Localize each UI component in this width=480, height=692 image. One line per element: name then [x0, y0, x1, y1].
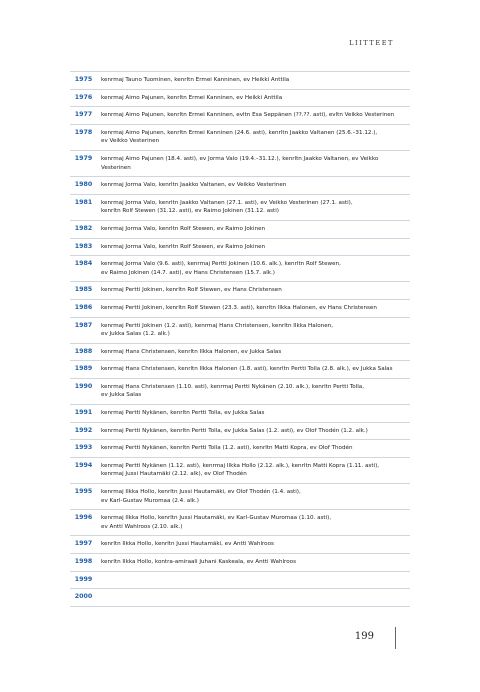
entry-line: ev Veikko Vesterinen	[101, 138, 160, 145]
row-year: 1998	[74, 558, 93, 565]
row-entry	[97, 365, 410, 374]
table-row	[70, 458, 410, 484]
row-year: 1975	[74, 76, 93, 83]
entry-line: kenrmaj Pertti Nykänen (1.12. asti), kenrmaj Ilkka Hollo (2.12. alk.), kenrltn Matti Kopra (1.11. asti),	[101, 462, 380, 469]
row-year: 1979	[74, 154, 93, 162]
table-row	[70, 300, 410, 318]
row-year: 1996	[74, 514, 93, 522]
table-row	[70, 125, 410, 151]
entry-line: kenrmaj Pertti Jokinen, kenrltn Rolf Stewen (23.3. asti), kenrltn Ilkka Halonen, ev Hans Christensen	[101, 304, 377, 311]
row-year: 1994	[74, 461, 93, 469]
entry-line: kenrltn Ilkka Hollo, kontra-amiraali Juhani Kaskeala, ev Antti Wahlroos	[101, 559, 296, 565]
row-year: 1993	[74, 444, 93, 452]
entry-line: kenrmaj Hans Christensen, kenrltn Ilkka Halonen, ev Jukka Salas	[101, 348, 282, 355]
entry-line: kenrmaj Jorma Valo (9.6. asti), kenrmaj Pertti Jokinen (10.6. alk.), kenrltn Rolf Stewen,	[101, 261, 341, 268]
running-header: LIITTEET	[349, 39, 394, 47]
row-entry	[97, 260, 410, 277]
table-row	[70, 282, 410, 300]
entry-line: kenrltn Ilkka Hollo, kenrltn Jussi Hautamäki, ev Antti Wahlroos	[101, 541, 274, 548]
entry-line: kenrmaj Aimo Pajunen, kenrltn Ermei Kanninen, ev Heikki Anttila	[101, 94, 283, 101]
row-entry	[97, 558, 410, 567]
entry-line: kenrmaj Pertti Nykänen, kenrltn Pertti Tolla (1.2. asti), kenrltn Matti Kopra, ev Olof Thodén	[101, 445, 353, 452]
table-row	[70, 405, 410, 423]
row-year: 1976	[74, 93, 93, 101]
row-entry	[97, 488, 410, 505]
table-row	[70, 536, 410, 554]
commanders-table	[70, 71, 410, 607]
entry-line-empty	[101, 593, 406, 602]
table-row	[70, 151, 410, 177]
row-year: 1988	[74, 347, 93, 355]
entry-line: ev Raimo Jokinen (14.7. asti), ev Hans Christensen (15.7. alk.)	[101, 269, 275, 276]
row-entry	[97, 383, 410, 400]
entry-line: kenrmaj Aimo Pajunen, kenrltn Ermei Kanninen, evltn Esa Seppänen (??.??. asti), evltn Veikko Vesterinen	[101, 112, 395, 119]
row-entry	[97, 129, 410, 146]
row-year: 1987	[74, 321, 93, 329]
table-row	[70, 554, 410, 572]
row-entry	[97, 540, 410, 549]
row-year: 1981	[74, 198, 93, 206]
row-year: 1984	[74, 260, 93, 268]
table-row	[70, 72, 410, 90]
table-row	[70, 379, 410, 405]
row-year: 1992	[74, 426, 93, 434]
row-entry	[97, 286, 410, 295]
page-number: 199	[354, 631, 374, 642]
table-row	[70, 221, 410, 239]
row-entry	[97, 427, 410, 436]
entry-line: kenrmaj Pertti Jokinen (1.2. asti), kenrmaj Hans Christensen, kenrltn Ilkka Halonen,	[101, 322, 333, 329]
table-row	[70, 423, 410, 441]
table-row	[70, 239, 410, 257]
entry-line: kenrmaj Pertti Nykänen, kenrltn Pertti Tolla, ev Jukka Salas (1.2. asti), ev Olof Thodén (1.2. alk.)	[101, 427, 368, 434]
row-entry	[97, 94, 410, 103]
row-entry	[97, 409, 410, 418]
row-entry	[97, 181, 410, 190]
row-year: 2000	[74, 593, 93, 601]
entry-line: kenrmaj Jorma Valo, kenrltn Rolf Stewen, ev Raimo Jokinen	[101, 225, 266, 232]
entry-line: kenrmaj Hans Christensen (1.10. asti), kenrmaj Pertti Nykänen (2.10. alk.), kenrltn Pertti Tolla,	[101, 383, 365, 390]
row-year: 1997	[74, 540, 93, 548]
entry-line: kenrmaj Hans Christensen, kenrltn Ilkka Halonen (1.8. asti), kenrltn Pertti Tolla (2.8. alk.), ev Jukka Salas	[101, 366, 393, 373]
entry-line: kenrmaj Aimo Pajunen, kenrltn Ermei Kanninen (24.6. asti), kenrltn Jaakko Valtanen (25.6.–31.12.),	[101, 129, 378, 136]
row-year: 1980	[74, 181, 93, 189]
entry-line: ev Karl-Gustav Muromaa (2.4. alk.)	[101, 497, 199, 504]
table-row	[70, 177, 410, 195]
entry-line: ev Antti Wahlroos (2.10. alk.)	[101, 523, 183, 530]
row-year: 1982	[74, 224, 93, 232]
entry-line: kenrltn Rolf Stewen (31.12. asti), ev Raimo Jokinen (31.12. asti)	[101, 208, 279, 215]
row-year: 1991	[74, 409, 93, 417]
row-year: 1990	[74, 382, 93, 390]
row-entry	[97, 76, 410, 85]
table-row	[70, 195, 410, 221]
entry-line: kenrmaj Tauno Tuominen, kenrltn Ermei Kanninen, ev Heikki Anttila	[101, 77, 290, 83]
entry-line-empty	[101, 576, 406, 585]
entry-line: ev Jukka Salas (1.2. alk.)	[101, 331, 170, 338]
row-year: 1986	[74, 303, 93, 311]
row-entry	[97, 576, 410, 585]
table-row	[70, 361, 410, 379]
row-entry	[97, 348, 410, 357]
entry-line: kenrmaj Pertti Jokinen, kenrltn Rolf Stewen, ev Hans Christensen	[101, 287, 282, 294]
row-entry	[97, 462, 410, 479]
entry-line: kenrmaj Aimo Pajunen (18.4. asti), ev Jorma Valo (19.4.–31.12.), kenrltn Jaakko Valtanen, ev Veikko	[101, 155, 379, 162]
row-year: 1983	[74, 242, 93, 250]
entry-line: kenrmaj Jorma Valo, kenrltn Jaakko Valtanen, ev Veikko Vesterinen	[101, 182, 287, 189]
row-year: 1999	[74, 575, 93, 583]
row-year: 1977	[74, 111, 93, 119]
row-entry	[97, 514, 410, 531]
row-entry	[97, 199, 410, 216]
row-entry	[97, 155, 410, 172]
table-row	[70, 256, 410, 282]
row-year: 1995	[74, 488, 93, 496]
table-row	[70, 90, 410, 108]
table-row	[70, 440, 410, 458]
row-entry	[97, 322, 410, 339]
row-entry	[97, 593, 410, 602]
table-row	[70, 344, 410, 362]
entry-line: kenrmaj Jussi Hautamäki (2.12. alk), ev Olof Thodén	[101, 471, 247, 478]
row-entry	[97, 111, 410, 120]
table-row	[70, 484, 410, 510]
row-year: 1978	[74, 128, 93, 136]
table-row	[70, 572, 410, 590]
entry-line: kenrmaj Jorma Valo, kenrltn Rolf Stewen, ev Raimo Jokinen	[101, 243, 266, 250]
entry-line: kenrmaj Ilkka Hollo, kenrltn Jussi Hautamäki, ev Olof Thodén (1.4. asti),	[101, 489, 301, 496]
entry-line: kenrmaj Pertti Nykänen, kenrltn Pertti Tolla, ev Jukka Salas	[101, 410, 265, 417]
table-row	[70, 107, 410, 125]
page-number-rule	[395, 627, 396, 649]
row-entry	[97, 225, 410, 234]
entry-line: kenrmaj Ilkka Hollo, kenrltn Jussi Hautamäki, ev Karl-Gustav Muromaa (1.10. asti),	[101, 515, 332, 522]
row-entry	[97, 444, 410, 453]
entry-line: ev Jukka Salas	[101, 392, 142, 399]
entry-line: Vesterinen	[101, 164, 131, 171]
table-row	[70, 318, 410, 344]
entry-line: kenrmaj Jorma Valo, kenrltn Jaakko Valtanen (27.1. asti), ev Veikko Vesterinen (27.1. asti),	[101, 199, 353, 206]
row-year: 1985	[74, 286, 93, 294]
table-row	[70, 589, 410, 607]
row-year: 1989	[74, 365, 93, 373]
row-entry	[97, 304, 410, 313]
row-entry	[97, 243, 410, 252]
table-row	[70, 510, 410, 536]
